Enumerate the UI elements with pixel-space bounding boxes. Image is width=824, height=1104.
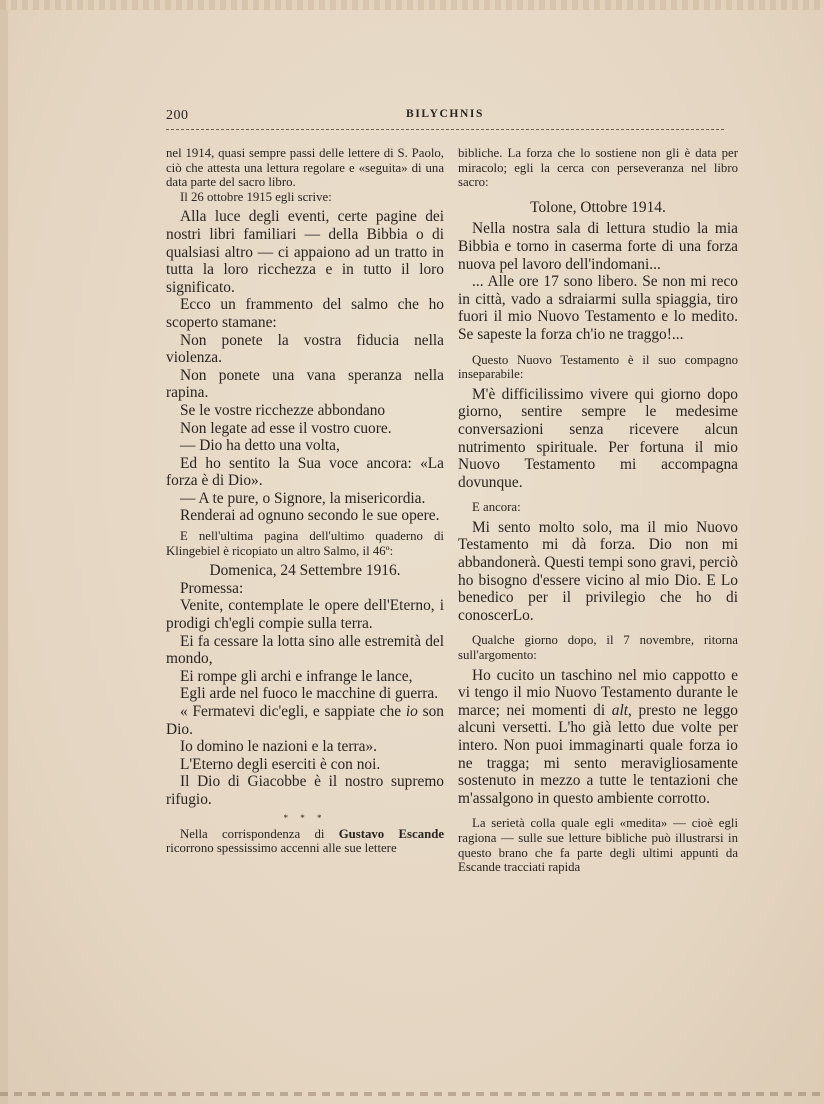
text-run: Ho cucito un taschino nel mio cappotto e vi tengo il mio Nuovo Testamento durante le marce; nei momenti di <box>458 666 738 719</box>
paragraph: bibliche. La forza che lo sostiene non gli è data per miracolo; egli la cerca con perseveranza nel libro sacro: <box>458 146 738 190</box>
paragraph: E nell'ultima pagina dell'ultimo quaderno di Klingebiel è ricopiato un altro Salmo, il 46º: <box>166 529 444 558</box>
text-run: son Dio. <box>166 703 444 738</box>
dateline: Tolone, Ottobre 1914. <box>530 198 666 216</box>
paragraph: E ancora: <box>472 500 521 515</box>
psalm-verse: Io domino le nazioni e la terra». <box>180 738 378 756</box>
quote-paragraph <box>458 667 738 808</box>
paragraph: La serietà colla quale egli «medita» — cioè egli ragiona — sulle sue letture bibliche può illustrarsi in questo brano che fa parte degli ultimi appunti da Escande tracciati rapida <box>458 816 738 875</box>
page-left-edge <box>0 0 8 1104</box>
psalm-verse: Non ponete una vana speranza nella rapina. <box>166 366 444 402</box>
italic-word: io <box>405 703 418 720</box>
psalm-heading: Promessa: <box>180 579 244 597</box>
dateline: Domenica, 24 Settembre 1916. <box>209 562 401 580</box>
text-run: ricorrono spessissimo accenni alle sue lettere <box>166 841 397 856</box>
top-edge <box>0 0 824 10</box>
paragraph: Questo Nuovo Testamento è il suo compagno inseparabile: <box>458 352 738 382</box>
text-run: Nella corrispondenza di <box>180 826 339 841</box>
psalm-verse: Non ponete la vostra fiducia nella violenza. <box>166 331 444 367</box>
left-column <box>166 146 444 856</box>
italic-word: alt <box>611 701 629 719</box>
psalm-verse: L'Eterno degli eserciti è con noi. <box>180 755 381 773</box>
psalm-verse: — A te pure, o Signore, la misericordia. <box>180 489 426 507</box>
paragraph: nel 1914, quasi sempre passi delle lettere di S. Paolo, ciò che attesta una lettura regolare e «seguita» di una data parte del sacro libro. <box>166 146 444 190</box>
paragraph: Qualche giorno dopo, il 7 novembre, ritorna sull'argomento: <box>458 633 738 663</box>
bottom-edge <box>0 1092 824 1096</box>
psalm-verse: Egli arde nel fuoco le macchine di guerra. <box>180 685 439 703</box>
right-column <box>458 146 738 875</box>
psalm-verse: Non legate ad esse il vostro cuore. <box>180 419 392 437</box>
quote-paragraph: ... Alle ore 17 sono libero. Se non mi reco in città, vado a sdraiarmi sulla spiaggia, tiro fuori il mio Nuovo Testamento e lo medito. Se sapeste la forza ch'io ne traggo!... <box>458 273 738 343</box>
quote-paragraph: Nella nostra sala di lettura studio la mia Bibbia e torno in caserma forte di una forza nuova pel lavoro dell'indomani... <box>458 220 738 273</box>
quote-paragraph: M'è difficilissimo vivere qui giorno dopo giorno, sentire sempre le medesime conversazioni senza ricevere alcun nutrimento spirituale. Per fortuna il mio Nuovo Testamento mi accompagna dovunque. <box>458 385 738 491</box>
page-header <box>166 108 724 130</box>
text-run: « Fermatevi dic'egli, e sappiate che <box>180 703 406 720</box>
psalm-verse: Renderai ad ognuno secondo le sue opere. <box>180 507 440 525</box>
psalm-verse: Se le vostre ricchezze abbondano <box>180 401 386 419</box>
page-number: 200 <box>166 108 189 123</box>
psalm-verse: Ei fa cessare la lotta sino alle estremità del mondo, <box>166 632 444 668</box>
psalm-verse: Ed ho sentito la Sua voce ancora: «La forza è di Dio». <box>166 454 444 490</box>
section-separator: * * * <box>283 812 327 823</box>
person-name: Gustavo Escande <box>338 826 445 841</box>
psalm-verse: — Dio ha detto una volta, <box>180 437 340 455</box>
quote-paragraph: Mi sento molto solo, ma il mio Nuovo Testamento mi dà forza. Dio non mi abbandonerà. Questi tempi sono gravi, perciò ho bisogno d'essere vicino al mio Dio. E Lo benedico per il privilegio che ho di conoscerLo. <box>458 518 738 624</box>
running-title: BILYCHNIS <box>406 108 484 120</box>
paragraph: Il 26 ottobre 1915 egli scrive: <box>180 189 332 204</box>
header-rule <box>166 129 724 130</box>
psalm-verse <box>166 703 444 738</box>
psalm-verse: Ei rompe gli archi e infrange le lance, <box>180 667 413 685</box>
psalm-verse: Venite, contemplate le opere dell'Eterno, i prodigi ch'egli compie sulla terra. <box>166 597 444 633</box>
text-run: , presto ne leggo alcuni versetti. L'ho già letto due volte per intero. Non puoi immaginarti quale forza io ne tragga; mi sento meravigliosamente sostenuto in mezzo a tutte le tentazioni che m'assalgono in questo ambiente corrotto. <box>458 701 738 807</box>
quote-paragraph: Alla luce degli eventi, certe pagine dei nostri libri familiari — della Bibbia o di qualsiasi altro — ci appaiono ad un tratto in tutta la loro ricchezza e in tutto il loro significato. <box>166 208 444 296</box>
quote-paragraph: Ecco un frammento del salmo che ho scoperto stamane: <box>166 296 444 331</box>
psalm-verse: Il Dio di Giacobbe è il nostro supremo rifugio. <box>166 773 444 808</box>
paragraph <box>166 827 444 856</box>
